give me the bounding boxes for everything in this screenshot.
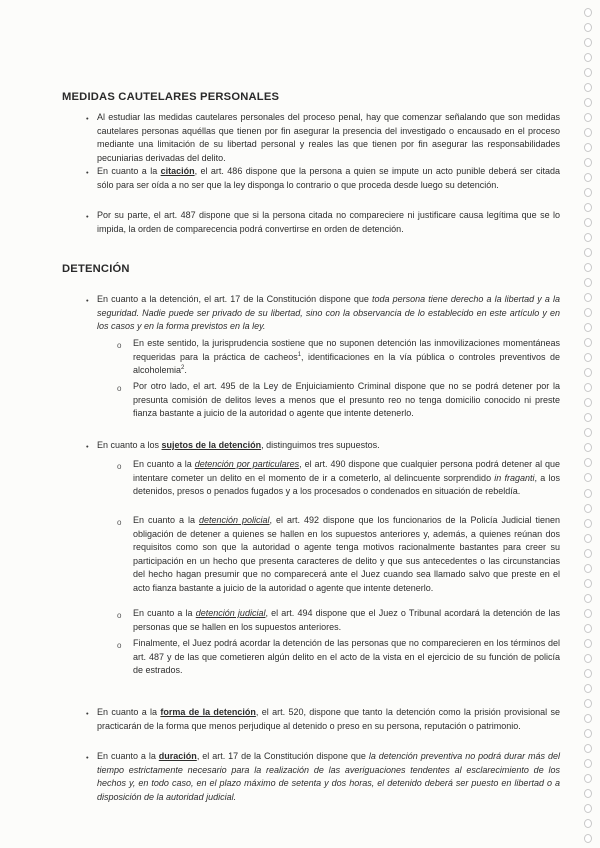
binder-hole xyxy=(584,684,592,693)
binder-hole xyxy=(584,609,592,618)
binder-hole xyxy=(584,143,592,152)
binder-hole xyxy=(584,669,592,678)
duration-quote: la detención preventiva no podrá durar más del tiempo estrictamente necesario para la realización de las averiguaciones tendentes al esclarecimiento de los hechos y, en todo caso, en el plazo máximo de setenta y dos horas, el detenido deberá ser puesto en libertad o a disposición de la autoridad judicial. xyxy=(97,751,561,802)
binder-hole xyxy=(584,308,592,317)
binder-hole xyxy=(584,38,592,47)
bullet-icon: • xyxy=(86,212,89,221)
sub-paragraph: En cuanto a la detención policial, el art. 492 dispone que los funcionarios de la Policía Judicial tienen obligación de detener a quienes se hallen en los supuestos anteriores y, además, a quienes reúnan dos requisitos como son que la autoridad o agente tenga motivos racionalmente bastantes para creer su participación en un hecho que presenta caracteres de delito y que sus antecedentes o las circunstancias del hecho hagan presumir que no comparecerá ante el Juez cuando sea llamado salvo que preste en el acto fianza bastante a juicio de la autoridad o agente que intente detenerlo. xyxy=(133,515,560,593)
binder-hole xyxy=(584,489,592,498)
bullet-icon: • xyxy=(86,442,89,451)
binder-hole xyxy=(584,23,592,32)
binder-hole xyxy=(584,804,592,813)
binder-hole xyxy=(584,113,592,122)
binder-hole xyxy=(584,188,592,197)
paragraph: Por su parte, el art. 487 dispone que si la persona citada no compareciere ni justificare causa legítima que se lo impida, la orden de comparecencia podrá convertirse en orden de detención. xyxy=(97,210,560,234)
binder-hole xyxy=(584,504,592,513)
term-sujetos: sujetos de la detención xyxy=(161,440,262,450)
term-forma: forma de la detención xyxy=(160,707,256,717)
binder-hole xyxy=(584,834,592,843)
term-citacion: citación xyxy=(160,166,195,176)
binder-hole xyxy=(584,218,592,227)
binder-hole xyxy=(584,549,592,558)
binder-hole xyxy=(584,353,592,362)
bullet-icon: • xyxy=(86,709,89,718)
bullet-icon: • xyxy=(86,753,89,762)
binder-hole xyxy=(584,624,592,633)
binder-hole xyxy=(584,789,592,798)
sub-bullet-icon: o xyxy=(117,641,122,650)
binder-hole xyxy=(584,8,592,17)
binder-hole xyxy=(584,714,592,723)
bullet-icon: • xyxy=(86,114,89,123)
binder-hole xyxy=(584,774,592,783)
binder-hole xyxy=(584,579,592,588)
binder-hole xyxy=(584,443,592,452)
binder-hole xyxy=(584,83,592,92)
binder-hole xyxy=(584,413,592,422)
sub-paragraph: Finalmente, el Juez podrá acordar la detención de las personas que no comparecieren en los términos del art. 487 y de las que cometieren algún delito en el acto de la vista en el ejercicio de su función de policía de estrados. xyxy=(133,638,560,676)
binder-hole xyxy=(584,53,592,62)
constitution-quote: toda persona tiene derecho a la libertad y a la seguridad. Nadie puede ser privado de su libertad, sino con la observancia de lo establecido en este artículo y en los casos y en la forma previstos en la ley. xyxy=(97,294,561,332)
paragraph: Al estudiar las medidas cautelares personales del proceso penal, hay que comenzar señalando que son medidas cautelares personas aquéllas que tienen por fin asegurar la presencia del investigado o encausado en el proceso mediante una limitación de su libertad personal y reales las que tienen por fin asegurar las responsabilidades pecuniarias derivadas del delito. xyxy=(97,112,560,163)
binder-hole xyxy=(584,699,592,708)
binder-hole xyxy=(584,158,592,167)
term-particulares: detención por particulares xyxy=(194,459,300,469)
bullet-icon: • xyxy=(86,296,89,305)
binder-hole xyxy=(584,368,592,377)
binder-hole xyxy=(584,534,592,543)
section-heading-medidas: MEDIDAS CAUTELARES PERSONALES xyxy=(62,91,280,103)
binder-hole xyxy=(584,654,592,663)
sub-bullet-icon: o xyxy=(117,611,122,620)
paragraph: En cuanto a la citación, el art. 486 dispone que la persona a quien se impute un acto punible deberá ser citada sólo para ser oída a no ser que la ley disponga lo contrario o que proceda desde luego su detención. xyxy=(97,166,560,190)
binder-hole xyxy=(584,458,592,467)
binder-hole xyxy=(584,473,592,482)
binder-hole xyxy=(584,428,592,437)
binder-hole xyxy=(584,398,592,407)
binder-hole xyxy=(584,248,592,257)
binder-hole xyxy=(584,639,592,648)
sub-bullet-icon: o xyxy=(117,462,122,471)
binder-hole xyxy=(584,278,592,287)
binder-hole xyxy=(584,744,592,753)
binder-hole xyxy=(584,759,592,768)
binder-hole xyxy=(584,383,592,392)
paragraph: En cuanto a los sujetos de la detención, distinguimos tres supuestos. xyxy=(97,440,380,450)
binder-hole xyxy=(584,128,592,137)
binder-hole xyxy=(584,98,592,107)
binder-hole xyxy=(584,68,592,77)
binder-holes xyxy=(584,8,594,843)
term-policial: detención policial xyxy=(198,515,270,525)
binder-hole xyxy=(584,729,592,738)
sub-bullet-icon: o xyxy=(117,518,122,527)
paragraph: En cuanto a la duración, el art. 17 de la Constitución dispone que la detención preventiva no podrá durar más del tiempo estrictamente necesario para la realización de las averiguaciones tendentes al esclarecimiento de los hechos y, en todo caso, en el plazo máximo de setenta y dos horas, el detenido deberá ser puesto en libertad o a disposición de la autoridad judicial. xyxy=(97,751,561,802)
binder-hole xyxy=(584,293,592,302)
sub-paragraph: En cuanto a la detención por particulares, el art. 490 dispone que cualquier persona podrá detener al que intentare cometer un delito en el momento de ir a cometerlo, al delincuente sorprendido in fraganti, a los detenidos, presos o penados fugados y a los procesados o condenados en situación de rebeldía. xyxy=(133,459,561,497)
sub-bullet-icon: o xyxy=(117,384,122,393)
binder-hole xyxy=(584,173,592,182)
binder-hole xyxy=(584,594,592,603)
paragraph: En cuanto a la detención, el art. 17 de la Constitución dispone que toda persona tiene derecho a la libertad y a la seguridad. Nadie puede ser privado de su libertad, sino con la observancia de lo establecido en este artículo y en los casos y en la forma previstos en la ley. xyxy=(97,294,561,332)
sub-paragraph: En cuanto a la detención judicial, el art. 494 dispone que el Juez o Tribunal acordará la detención de las personas que se hallen en los supuestos anteriores. xyxy=(133,608,561,632)
sub-paragraph: En este sentido, la jurisprudencia sostiene que no suponen detención las inmovilizaciones momentáneas requeridas para la práctica de cacheos$^1$, identificaciones en la vía pública o controles preventivos de alcoholemia$^2$. xyxy=(133,338,560,376)
binder-hole xyxy=(584,323,592,332)
paragraph: En cuanto a la forma de la detención, el art. 520, dispone que tanto la detención como la prisión provisional se practicarán de la forma que menos perjudique al detenido o preso en su persona, reputación o patrimonio. xyxy=(97,707,560,731)
bullet-icon: • xyxy=(86,168,89,177)
term-judicial: detención judicial xyxy=(195,608,266,618)
sub-bullet-icon: o xyxy=(117,341,122,350)
binder-hole xyxy=(584,564,592,573)
binder-hole xyxy=(584,263,592,272)
binder-hole xyxy=(584,819,592,828)
section-heading-detencion: DETENCIÓN xyxy=(62,263,130,275)
binder-hole xyxy=(584,338,592,347)
sub-paragraph: Por otro lado, el art. 495 de la Ley de Enjuiciamiento Criminal dispone que no se podrá detener por la presunta comisión de delitos leves a menos que el presunto reo no tenga domicilio conocido ni preste fianza bastante a juicio de la autoridad o agente que intente detenerlo. xyxy=(133,381,560,419)
term-duracion: duración xyxy=(158,751,197,761)
binder-hole xyxy=(584,233,592,242)
binder-hole xyxy=(584,203,592,212)
binder-hole xyxy=(584,519,592,528)
